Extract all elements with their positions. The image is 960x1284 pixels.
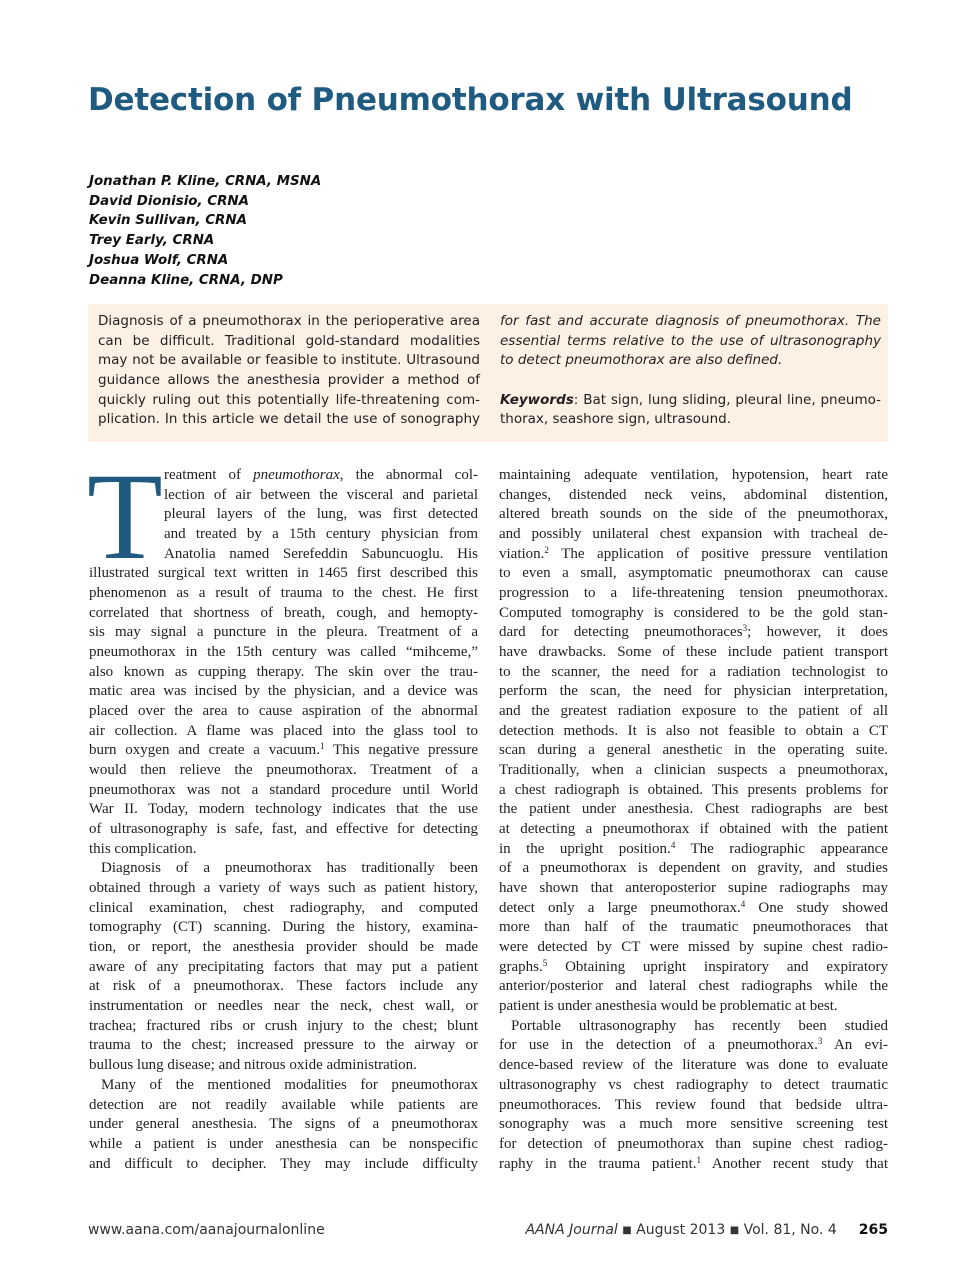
separator-square-icon: ■ (729, 1225, 740, 1236)
body-line: illustrated surgical text written in 1465 first described this (89, 565, 478, 582)
body-line: aware of any precipitating factors that may put a patient (89, 958, 478, 975)
body-text: The radiographic appearance (675, 840, 888, 857)
body-line (89, 741, 478, 761)
body-line: sonography was a much more sensitive screening test (499, 1116, 888, 1133)
body-line: a chest radiograph is obtained. This presents problems for (499, 781, 888, 798)
journal-citation (525, 1222, 888, 1238)
body-text: Obtaining upright inspiratory and expiratory (547, 958, 888, 975)
volume-issue: Vol. 81, No. 4 (743, 1222, 837, 1238)
body-italic-term: pneumothorax (253, 467, 340, 483)
body-line: pneumothorax in the 15th century was called “mihceme,” (89, 644, 478, 661)
body-line: Portable ultrasonography has recently been studied (511, 1017, 888, 1034)
body-line: and possibly unilateral chest expansion with tracheal de- (499, 526, 888, 543)
abstract-line: may not be available or feasible to institute. Ultrasound (98, 352, 480, 369)
abstract-left-column (98, 312, 480, 430)
body-line: and treated by a 15th century physician from (164, 526, 478, 543)
body-line (499, 840, 888, 860)
author-name: Kevin Sullivan, CRNA (89, 213, 247, 229)
body-line: matic area was incised by the physician, and a device was (89, 683, 478, 700)
body-line: lection of air between the visceral and parietal (164, 486, 478, 503)
body-line: while a patient is under anesthesia can be nonspecific (89, 1135, 478, 1152)
body-line (499, 899, 888, 919)
body-line: phenomenon as a result of trauma to the chest. He first (89, 585, 478, 602)
body-line: detection methods. It is also not feasible to obtain a CT (499, 722, 888, 739)
abstract-right-column (500, 312, 881, 430)
body-line: patient is under anesthesia would be problematic at best. (499, 998, 838, 1015)
separator-square-icon: ■ (622, 1225, 632, 1236)
body-line: progression to a life-threatening tension pneumothorax. (499, 585, 888, 602)
body-line: dence-based review of the literature was done to evaluate (499, 1057, 888, 1074)
author-name: David Dionisio, CRNA (89, 193, 249, 209)
page-number: 265 (858, 1222, 888, 1238)
author-name: Deanna Kline, CRNA, DNP (89, 272, 283, 288)
body-line: trachea; fractured ribs or crush injury to the chest; blunt (89, 1017, 478, 1034)
body-text: burn oxygen and create a vacuum. (89, 742, 320, 759)
body-text: Another recent study that (700, 1155, 888, 1172)
body-line: tion, or report, the anesthesia provider should be made (89, 939, 478, 956)
body-line: bullous lung disease; and nitrous oxide administration. (89, 1057, 417, 1074)
citation-ref: 4 (670, 839, 676, 850)
abstract-line: for fast and accurate diagnosis of pneumothorax. The (500, 313, 881, 329)
body-line: instrumentation or needles near the neck, chest wall, or (89, 998, 478, 1015)
keywords-line (500, 391, 881, 411)
body-text: The application of positive pressure ventilation (548, 545, 888, 562)
body-line: pneumothorax was not a standard procedure until World (89, 781, 478, 798)
body-line: scan during a general anesthetic in the operating suite. (499, 742, 888, 759)
body-line (89, 466, 478, 486)
body-text: This negative pressure (324, 742, 478, 759)
body-line: Many of the mentioned modalities for pneumothorax (101, 1076, 478, 1093)
body-line (499, 958, 888, 978)
body-line: maintaining adequate ventilation, hypotension, heart rate (499, 467, 888, 483)
body-line: Traditionally, when a clinician suspects a pneumothorax, (499, 762, 888, 779)
citation-ref: 3 (742, 623, 748, 634)
abstract-line: plication. In this article we detail the use of sonography (98, 411, 480, 428)
body-text: detect only a large pneumothorax. (499, 899, 741, 916)
body-line: clinical examination, chest radiography, and computed (89, 899, 478, 916)
page-footer (88, 1222, 888, 1242)
body-text: in the upright position. (499, 840, 671, 857)
body-line: ultrasonography vs chest radiography to detect traumatic (499, 1076, 888, 1093)
body-column-left (87, 448, 478, 1174)
body-text: viation. (499, 545, 545, 562)
body-line: under general anesthesia. The signs of a pneumothorax (89, 1116, 478, 1133)
issue-date: August 2013 (636, 1222, 726, 1238)
abstract-line: can be difficult. Traditional gold-standard modalities (98, 332, 480, 349)
body-line: and difficult to decipher. They may include difficulty (89, 1155, 478, 1172)
body-line: pneumothoraces. This review found that bedside ultra- (499, 1096, 888, 1113)
body-line: trauma to the chest; increased pressure to the airway or (89, 1037, 478, 1054)
body-line: sis may signal a puncture in the pleura. Treatment of a (89, 624, 478, 641)
body-line (499, 1155, 888, 1175)
body-line: at detecting a pneumothorax if obtained with the patient (499, 821, 888, 838)
body-line: anterior/posterior and lateral chest radiographs while the (499, 978, 888, 995)
article-title: Detection of Pneumothorax with Ultrasound (88, 82, 853, 118)
citation-ref: 2 (544, 544, 549, 555)
author-name: Trey Early, CRNA (89, 233, 215, 249)
body-line (499, 1036, 888, 1056)
journal-url[interactable]: www.aana.com/aanajournalonline (88, 1222, 325, 1238)
body-line: air collection. A flame was placed into the glass tool to (89, 722, 478, 739)
keywords-text: : Bat sign, lung sliding, pleural line, pneumo- (573, 391, 881, 408)
citation-ref: 1 (319, 741, 325, 752)
abstract-line: quickly ruling out this potentially life-threatening com- (98, 391, 480, 408)
body-line: placed over the area to cause aspiration of the abnormal (89, 703, 478, 720)
abstract-line: Diagnosis of a pneumothorax in the perioperative area (98, 313, 480, 329)
body-line: War II. Today, modern technology indicates that the use (89, 801, 478, 818)
body-line: correlated that shortness of breath, cough, and hemopty- (89, 604, 478, 621)
keywords-line: thorax, seashore sign, ultrasound. (500, 411, 731, 428)
body-line: and the greatest radiation exposure to the patient of all (499, 703, 888, 720)
body-line: the patient under anesthesia. Chest radiographs are best (499, 801, 888, 818)
body-line: Anatolia named Serefeddin Sabuncuoglu. His (164, 545, 478, 562)
body-line: to even a small, asymptomatic pneumothorax can cause (499, 565, 888, 582)
body-line: have shown that anteroposterior supine radiographs may (499, 880, 888, 897)
drop-cap-letter: T (87, 448, 163, 585)
body-text: dard for detecting pneumothoraces (499, 624, 743, 641)
keywords-label: Keywords (500, 391, 574, 408)
body-line: have drawbacks. Some of these include patient transport (499, 644, 888, 661)
journal-name: AANA Journal (525, 1222, 618, 1238)
body-line: to the scanner, the need for a radiation technologist to (499, 663, 888, 680)
author-list (89, 172, 321, 290)
body-text: raphy in the trauma patient. (499, 1155, 697, 1172)
body-line: of ultrasonography is safe, fast, and effective for detecting (89, 821, 478, 838)
citation-ref: 1 (696, 1154, 701, 1165)
body-line: also known as cupping therapy. The skin over the trau- (89, 663, 478, 680)
author-name: Jonathan P. Kline, CRNA, MSNA (89, 174, 322, 189)
body-line: for detection of pneumothorax than supine chest radiog- (499, 1135, 888, 1152)
body-line: altered breath sounds on the side of the pneumothorax, (499, 506, 888, 523)
body-line: of a pneumothorax is dependent on gravity, and studies (499, 860, 888, 877)
body-line: perform the scan, the need for physician interpretation, (499, 683, 888, 700)
body-line: tomography (CT) scanning. During the history, examina- (89, 919, 478, 936)
body-text: for use in the detection of a pneumothorax. (499, 1037, 818, 1054)
body-text: An evi- (822, 1037, 888, 1054)
body-line: more than half of the traumatic pneumothoraces that (499, 919, 888, 936)
body-line: pleural layers of the lung, was first detected (164, 506, 478, 523)
citation-ref: 3 (817, 1036, 823, 1047)
abstract-box (88, 304, 888, 442)
abstract-gap (500, 371, 881, 391)
body-line: this complication. (89, 840, 197, 857)
body-text: One study showed (745, 899, 888, 916)
body-text: ; however, it does (747, 624, 888, 641)
body-line: at risk of a pneumothorax. These factors include any (89, 978, 478, 995)
body-line: would then relieve the pneumothorax. Treatment of a (89, 762, 478, 779)
body-line (499, 623, 888, 643)
body-line: obtained through a variety of ways such as patient history, (89, 880, 478, 897)
body-line: were detected by CT were missed by supine chest radio- (499, 939, 888, 956)
citation-ref: 4 (740, 898, 746, 909)
body-line: changes, distended neck veins, abdominal distention, (499, 486, 888, 503)
citation-ref: 5 (542, 957, 548, 968)
body-line (499, 545, 888, 565)
abstract-line: essential terms relative to the use of ultrasonography (500, 332, 881, 349)
body-text: reatment of (164, 467, 254, 483)
body-line: detection are not readily available while patients are (89, 1096, 478, 1113)
body-text: , the abnormal col- (339, 467, 478, 483)
author-name: Joshua Wolf, CRNA (89, 252, 229, 268)
body-line: Diagnosis of a pneumothorax has traditionally been (101, 860, 478, 877)
body-column-right (499, 466, 888, 1174)
abstract-line: guidance allows the anesthesia provider a method of (98, 372, 480, 389)
body-line: Computed tomography is considered to be the gold stan- (499, 604, 888, 621)
body-text: graphs. (499, 958, 543, 975)
abstract-line: to detect pneumothorax are also defined. (500, 352, 783, 369)
